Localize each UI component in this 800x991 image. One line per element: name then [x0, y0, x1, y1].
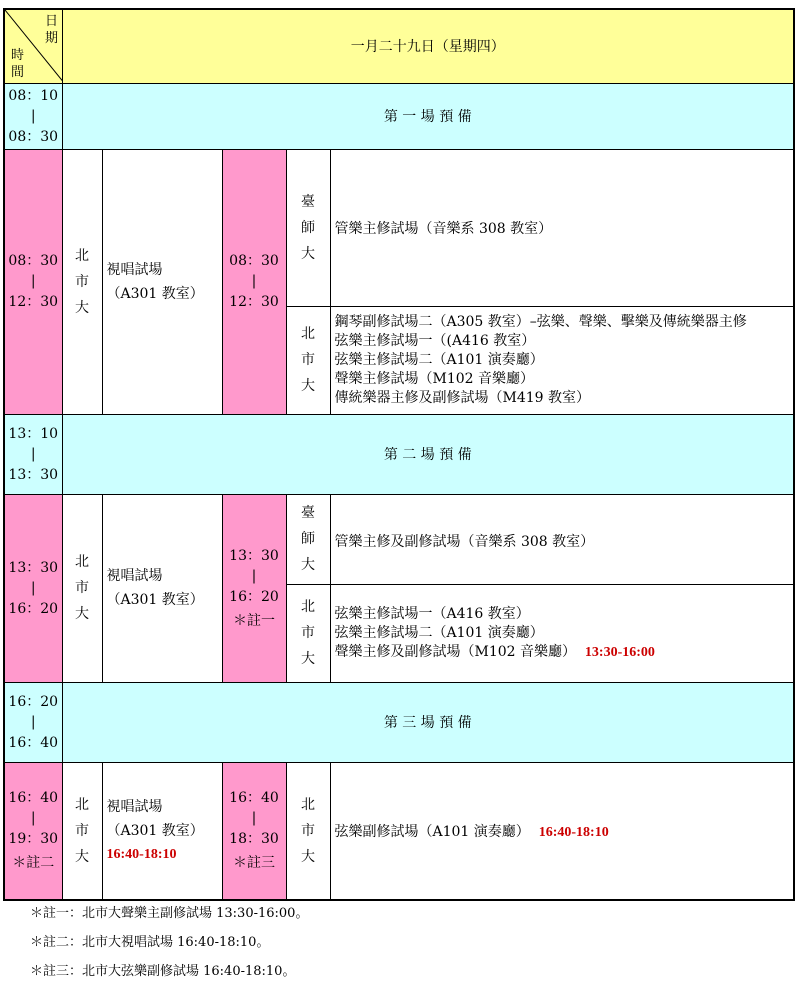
corner-cell — [4, 9, 62, 83]
session1-time2: 08：30 | 12：30 — [222, 149, 286, 414]
session3-time2: 16：40 | 18：30 ＊註三 — [222, 762, 286, 900]
session3-room: 視唱試場 （A301 教室） 16:40-18:10 — [102, 762, 222, 900]
footnote-1: ＊註一：北市大聲樂主副修試場 13:30-16:00。 — [30, 906, 309, 921]
session3-time: 16：40 | 19：30 ＊註二 — [4, 762, 62, 900]
session2-time: 13：30 | 16：20 — [4, 494, 62, 682]
prep-row-1 — [4, 83, 794, 149]
session3-highlight-time: 16:40-18:10 — [538, 824, 609, 840]
schedule-table — [3, 8, 795, 901]
session3-desc-b: 弦樂副修試場（A101 演奏廳） 16:40-18:10 — [330, 762, 794, 900]
header-row — [4, 9, 794, 83]
session3-row — [4, 762, 794, 900]
prep2-time: 13：10 | 13：30 — [4, 414, 62, 494]
prep-row-3 — [4, 682, 794, 762]
session2-time2: 13：30 | 16：20 ＊註一 — [222, 494, 286, 682]
prep-row-2 — [4, 414, 794, 494]
session1-location-a: 臺 師 大 — [286, 149, 330, 306]
prep3-label: 第 三 場 預 備 — [62, 682, 794, 762]
prep1-label: 第 一 場 預 備 — [62, 83, 794, 149]
date-header: 一月二十九日（星期四） — [62, 9, 794, 83]
footnote-3: ＊註三：北市大弦樂副修試場 16:40-18:10。 — [30, 964, 296, 979]
session1-desc-a: 管樂主修試場（音樂系 308 教室） — [330, 149, 794, 306]
session3-location: 北 市 大 — [62, 762, 102, 900]
session2-desc-b: 弦樂主修試場一（A416 教室） 弦樂主修試場二（A101 演奏廳） 聲樂主修及副修試場（M102 音樂廳） 13:30-16:00 — [330, 584, 794, 682]
corner-time-label: 時 間 — [11, 48, 25, 80]
session2-location-b: 北 市 大 — [286, 584, 330, 682]
session1-location-b: 北 市 大 — [286, 306, 330, 414]
session1-location: 北 市 大 — [62, 149, 102, 414]
prep2-label: 第 二 場 預 備 — [62, 414, 794, 494]
corner-date-label: 日 期 — [45, 14, 59, 46]
session2-location: 北 市 大 — [62, 494, 102, 682]
prep1-time: 08：10 | 08：30 — [4, 83, 62, 149]
session2-highlight-time: 13:30-16:00 — [584, 644, 655, 660]
session1-time: 08：30 | 12：30 — [4, 149, 62, 414]
session2-room: 視唱試場 （A301 教室） — [102, 494, 222, 682]
session1-row-a — [4, 149, 794, 306]
session3-location-b: 北 市 大 — [286, 762, 330, 900]
footnote-2: ＊註二：北市大視唱試場 16:40-18:10。 — [30, 935, 270, 950]
session2-desc-a: 管樂主修及副修試場（音樂系 308 教室） — [330, 494, 794, 584]
session1-room: 視唱試場 （A301 教室） — [102, 149, 222, 414]
session2-row-a — [4, 494, 794, 584]
footnotes — [30, 904, 308, 991]
session1-desc-b: 鋼琴副修試場二（A305 教室）–弦樂、聲樂、擊樂及傳統樂器主修 弦樂主修試場一（(A416 教室） 弦樂主修試場二（A101 演奏廳） 聲樂主修試場（M102 音樂廳） 傳統樂器主修及副修試場（M419 教室） — [330, 306, 794, 414]
session3-room-highlight-time: 16:40-18:10 — [106, 846, 177, 862]
prep3-time: 16：20 | 16：40 — [4, 682, 62, 762]
session2-location-a: 臺 師 大 — [286, 494, 330, 584]
